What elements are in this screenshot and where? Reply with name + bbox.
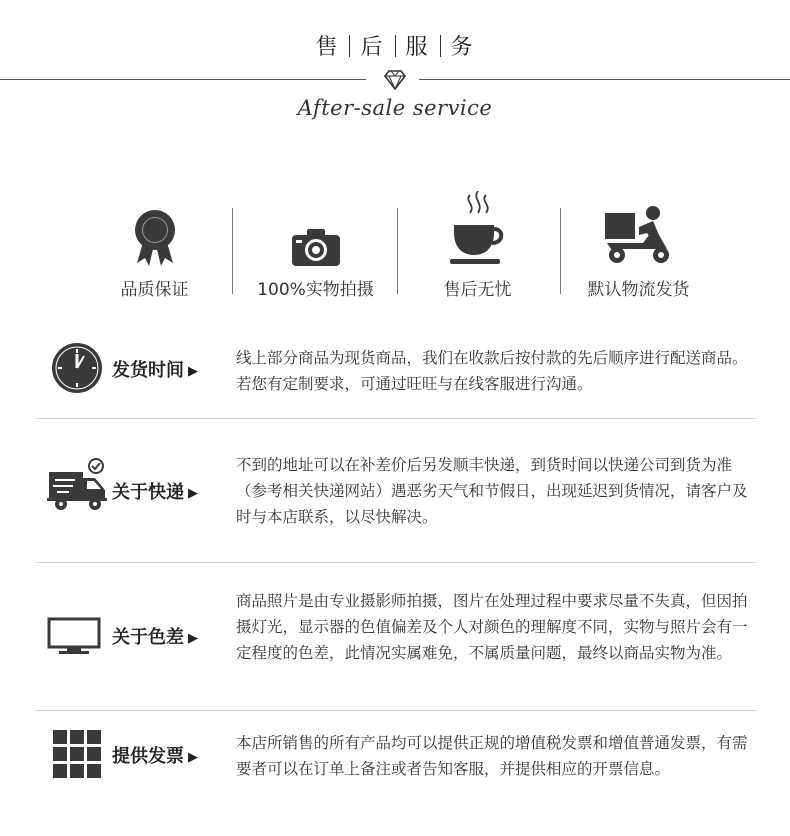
policy-text: 不到的地址可以在补差价后另发顺丰快递，到货时间以快递公司到货为准（参考相关快递网站）遇恶劣天气和节假日，出现延迟到货情况，请客户及时与本店联系，以尽快解决。 [236,456,748,526]
section-divider [36,562,756,563]
feature-aftersale [395,205,560,300]
policy-label-text: 提供发票 [112,746,184,767]
title-char: 售 [315,35,340,60]
policy-label-text: 关于快递 [112,482,184,503]
delivery-truck-icon [47,458,109,512]
title-char: 后 [360,35,385,60]
policy-text: 商品照片是由专业摄影师拍摄，图片在处理过程中要求尽量不失真，但因拍摄灯光，显示器的色值偏差及个人对颜色的理解度不同，实物与照片会有一定程度的色差，此情况实属难免，不属质量问题，最终以商品实物为准。 [236,592,748,662]
triangle-right-icon: ▶ [188,486,198,501]
header-rule-right [419,79,790,80]
title-char: 务 [450,35,475,60]
award-ribbon-icon [129,209,181,267]
monitor-icon [47,617,101,655]
policy-label [112,742,198,768]
subtitle-script: After-sale service [297,96,493,120]
feature-quality [72,205,237,300]
triangle-right-icon: ▶ [188,631,198,646]
section-divider [36,418,756,419]
feature-label: 品质保证 [120,280,189,300]
grid-icon [53,730,101,778]
section-divider [36,710,756,711]
feature-label: 100%实物拍摄 [257,280,374,300]
policy-label [112,356,198,382]
triangle-right-icon: ▶ [188,364,198,379]
triangle-right-icon: ▶ [188,750,198,765]
feature-shipping [556,205,721,300]
policy-label [112,478,198,504]
camera-icon [291,227,341,267]
policy-text: 本店所销售的所有产品均可以提供正规的增值税发票和增值普通发票，有需要者可以在订单上备注或者告知客服，并提供相应的开票信息。 [236,734,748,778]
feature-photo [233,205,398,300]
coffee-cup-icon [448,191,508,267]
clock-icon [51,342,103,394]
policy-text: 线上部分商品为现货商品，我们在收款后按付款的先后顺序进行配送商品。若您有定制要求，可通过旺旺与在线客服进行沟通。 [236,349,748,393]
title-char: 服 [405,35,430,60]
delivery-scooter-icon [603,205,675,267]
page-title [0,30,790,61]
policy-label-text: 发货时间 [112,360,184,381]
feature-label: 默认物流发货 [587,280,690,300]
policy-label [112,623,198,649]
policy-label-text: 关于色差 [112,627,184,648]
diamond-icon [382,70,408,90]
header-rule-left [0,79,366,80]
feature-label: 售后无忧 [443,280,512,300]
